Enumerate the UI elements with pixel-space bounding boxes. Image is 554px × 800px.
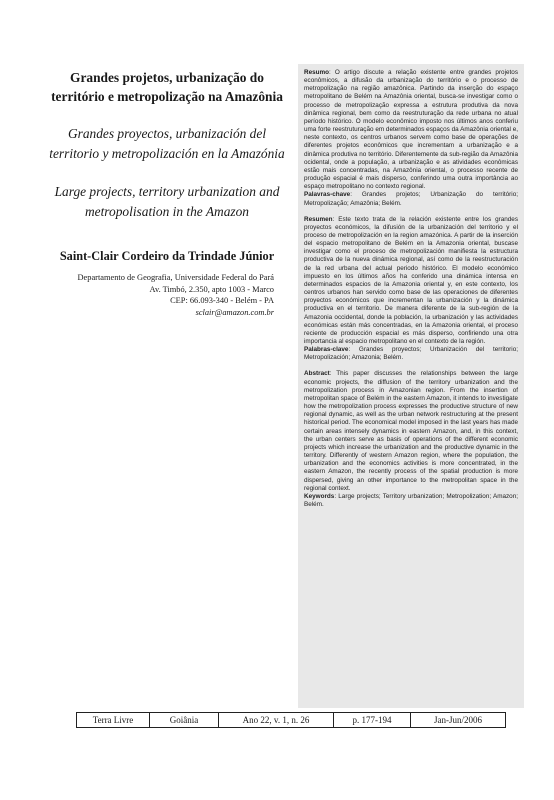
footer-journal: Terra Livre [77, 713, 150, 727]
author-address: Av. Timbó, 2.350, apto 1003 - Marco [149, 284, 274, 294]
resumen-keywords [304, 346, 518, 362]
resumen-paragraph [304, 216, 518, 347]
footer-city: Goiânia [150, 713, 219, 727]
title-spanish: Grandes proyectos, urbanización del territorio y metropolización en la Amazónia [49, 126, 285, 161]
author-email[interactable]: sclair@amazon.com.br [195, 307, 274, 317]
resumo-label: Resumo [304, 69, 330, 76]
resumen-keywords-text: : Grandes proyectos; Urbanización del territorio; Metropolización; Amazonia; Belém. [304, 346, 518, 362]
abstract-paragraph [304, 370, 518, 492]
abstract-text: : This paper discusses the relationships between the large economic projects, the diffusion of the territory urbanization and the metropolization process in Amazonian region. From the insertion of metropolitan space of Belém in the eastern Amazon, it intends to investigate how the metropolization process expresses the productive structure of new regional dynamic, as well as the urban network restructuring at the present historical period. The economical model imposed in the last years has made certain areas intensely dynamics in eastern Amazon, and, in this context, the urban centers serve as basis of operations of the different economic projects which increase the urbanization and the productive dynamic in the territory. Differently of western Amazon region, where the population, the urbanization and the economics activities is more concentrated, in the eastern Amazon, the recently process of the spatial production is more dispersed, giving an other importance to the metropolitan space in the regional context. [304, 370, 518, 492]
abstract-keywords-text: : Large projects; Territory urbanization; Metropolization; Amazon; Belém. [304, 492, 518, 508]
footer-volume: Ano 22, v. 1, n. 26 [219, 713, 334, 727]
resumen-label: Resumen [304, 215, 333, 223]
journal-footer [76, 712, 506, 728]
resumen-keywords-label: Palabras-clave [304, 346, 349, 354]
resumen-text: : Este texto trata de la relación existente entre los grandes proyectos económicos, la difusión de la urbanización del territorio y el proceso de metropolización en la region amazónica. A partir de la inserción del espacio metropolitano de Belém en la Amazonia oriental, buscase investigar como el proceso de metropolización manifiesta la estructura productiva de la nueva dinámica regional, así como de la reestructuración de la red urbana del actual periodo histórico. El modelo económico impuesto en los últimos años ha conferido una dinámica intensa en determinados espacios de la Amazonia oriental y, en este contexto, los centros urbanos han servido como base de las operaciones de diferentes proyectos económicos que incrementan la urbanización y la dinámica productiva en el territorio. De manera diferente de la sub-región de la Amazonia occidental, donde la población, la urbanización y las actividades económicas están más concentradas, en la Amazonia oriental, el proceso reciente de producción espacial es más disperso, confiriendo una otra importancia al espacio metropolitano en el contexto de la región. [304, 215, 518, 345]
title-block [48, 68, 286, 318]
author-affiliation [48, 272, 286, 318]
resumo-keywords-label: Palavras-chave [304, 191, 351, 199]
title-portuguese: Grandes projetos, urbanização do território e metropolização na Amazônia [51, 70, 283, 104]
resumo-keywords-text: : Grandes projetos; Urbanização do território; Metropolização; Amazônia; Belém. [304, 191, 518, 207]
abstracts-panel [298, 64, 524, 708]
resumo-keywords [304, 191, 518, 207]
author-name: Saint-Clair Cordeiro da Trindade Júnior [59, 249, 275, 263]
abstract-block [304, 370, 518, 509]
resumo-paragraph [304, 69, 518, 191]
resumo-block [304, 69, 518, 208]
footer-date: Jan-Jun/2006 [434, 715, 482, 725]
abstract-label: Abstract [304, 370, 330, 378]
footer-pages: p. 177-194 [334, 713, 411, 727]
resumen-block [304, 216, 518, 363]
abstract-keywords [304, 493, 518, 509]
author-department: Departamento de Geografia, Universidade Federal do Pará [77, 273, 274, 282]
resumo-text: : O artigo discute a relação existente entre grandes projetos econômicos, a difusão da urbanização do território e o processo de metropolização na região amazônica. Partindo da inserção do espaço metropolitano de Belém na Amazônia oriental, busca-se investigar como o processo de metropolização expressa a estrutura produtiva da nova dinâmica regional, bem como da reestruturação da rede urbana no atual período histórico. O modelo econômico imposto nos últimos anos conferiu uma forte reestruturação em determinados espaços da Amazônia oriental e, neste contexto, os centros urbanos servem como base de operações de diferentes projetos econômicos que incrementam a urbanização e a dinâmica produtiva no território. Diferentemente da sub-região da Amazônia ocidental, onde a população, a urbanização e as atividades econômicas estão mais concentradas, na Amazônia oriental, o processo recente de produção espacial é mais disperso, conferindo uma outra importância ao espaço metropolitano no contexto regional. [304, 69, 518, 191]
title-english: Large projects, territory urbanization and metropolisation in the Amazon [54, 184, 280, 219]
abstract-keywords-label: Keywords [304, 492, 335, 500]
author-cep: CEP: 66.093-340 - Belém - PA [170, 296, 274, 305]
